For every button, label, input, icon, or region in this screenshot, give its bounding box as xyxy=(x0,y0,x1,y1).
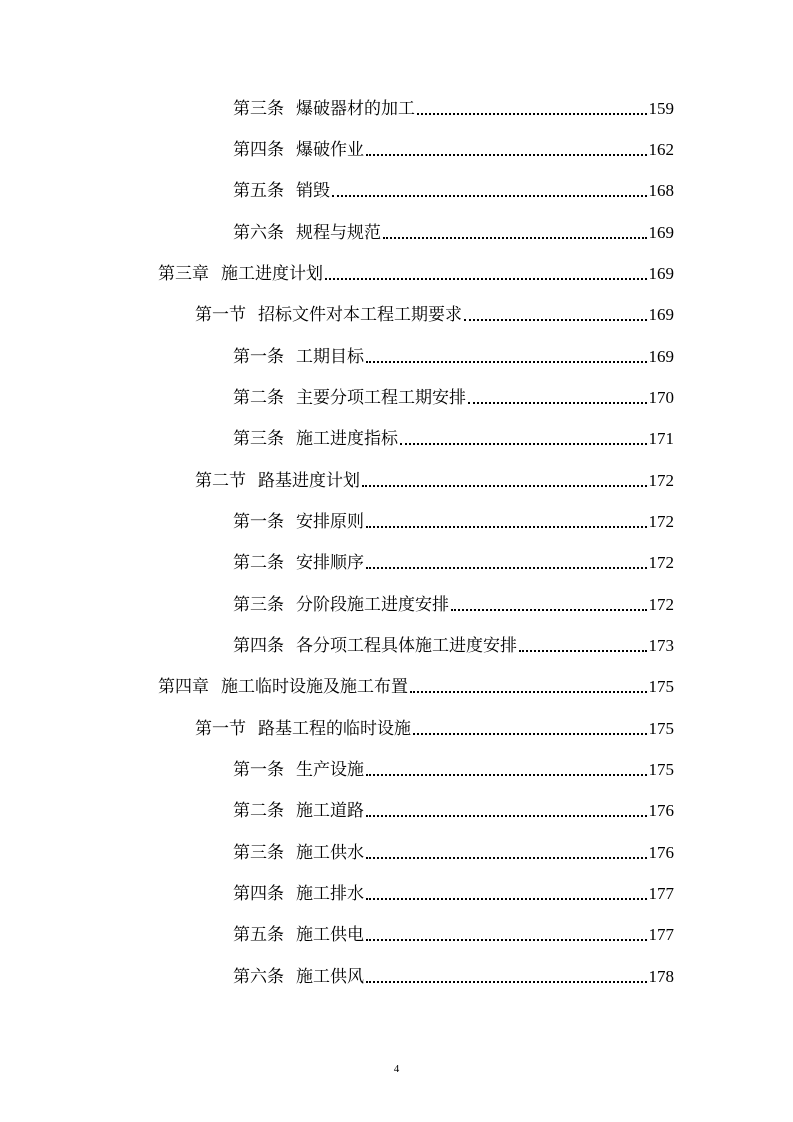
toc-entry-title: 规程与规范 xyxy=(296,223,381,243)
toc-entry[interactable] xyxy=(233,631,674,657)
toc-entry[interactable] xyxy=(233,548,674,574)
toc-entry-title: 施工临时设施及施工布置 xyxy=(221,677,408,697)
toc-entry-page: 168 xyxy=(648,181,674,200)
toc-entry[interactable] xyxy=(233,218,674,244)
toc-entry-page: 177 xyxy=(648,884,674,903)
toc-entry-page: 175 xyxy=(648,677,674,696)
toc-entry-title: 招标文件对本工程工期要求 xyxy=(258,305,462,325)
toc-entry-title: 主要分项工程工期安排 xyxy=(296,388,466,408)
toc-entry[interactable] xyxy=(233,796,674,822)
dot-leader xyxy=(519,650,647,652)
toc-entry-label: 第二节 xyxy=(195,471,246,491)
toc-entry-page: 177 xyxy=(648,925,674,944)
toc-entry-title: 施工进度计划 xyxy=(221,264,323,284)
toc-entry[interactable] xyxy=(233,424,674,450)
toc-entry-page: 176 xyxy=(648,843,674,862)
toc-entry-page: 178 xyxy=(648,967,674,986)
toc-entry-label: 第六条 xyxy=(233,223,284,243)
toc-entry[interactable] xyxy=(233,755,674,781)
toc-entry-label: 第三条 xyxy=(233,99,284,119)
toc-entry-label: 第二条 xyxy=(233,801,284,821)
toc-entry[interactable] xyxy=(195,466,674,492)
dot-leader xyxy=(400,443,647,445)
toc-entry-page: 175 xyxy=(648,719,674,738)
toc-entry-title: 生产设施 xyxy=(296,760,364,780)
toc-entry-title: 安排原则 xyxy=(296,512,364,532)
toc-entry-label: 第四章 xyxy=(158,677,209,697)
dot-leader xyxy=(366,898,647,900)
dot-leader xyxy=(366,361,647,363)
toc-entry[interactable] xyxy=(233,507,674,533)
toc-entry-title: 施工供水 xyxy=(296,843,364,863)
toc-entry-label: 第二条 xyxy=(233,553,284,573)
toc-entry-page: 176 xyxy=(648,801,674,820)
toc-entry[interactable] xyxy=(233,838,674,864)
toc-entry-label: 第五条 xyxy=(233,181,284,201)
toc-entry[interactable] xyxy=(195,300,674,326)
toc-entry-label: 第一节 xyxy=(195,305,246,325)
toc-entry-page: 159 xyxy=(648,99,674,118)
toc-entry-title: 工期目标 xyxy=(296,347,364,367)
toc-entry-label: 第一节 xyxy=(195,719,246,739)
toc-entry-title: 分阶段施工进度安排 xyxy=(296,595,449,615)
toc-entry[interactable] xyxy=(233,879,674,905)
toc-entry-page: 169 xyxy=(648,305,674,324)
dot-leader xyxy=(366,154,647,156)
toc-entry-label: 第四条 xyxy=(233,884,284,904)
toc-entry-label: 第四条 xyxy=(233,140,284,160)
toc-entry-page: 172 xyxy=(648,553,674,572)
toc-entry-title: 施工排水 xyxy=(296,884,364,904)
toc-entry-page: 162 xyxy=(648,140,674,159)
toc-entry-label: 第一条 xyxy=(233,512,284,532)
toc-entry[interactable] xyxy=(233,590,674,616)
toc-entry-title: 施工供电 xyxy=(296,925,364,945)
dot-leader xyxy=(366,567,647,569)
toc-entry-label: 第三条 xyxy=(233,429,284,449)
toc-entry-title: 路基工程的临时设施 xyxy=(258,719,411,739)
toc-entry-title: 各分项工程具体施工进度安排 xyxy=(296,636,517,656)
dot-leader xyxy=(468,402,647,404)
toc-entry-title: 施工进度指标 xyxy=(296,429,398,449)
toc-entry-label: 第三条 xyxy=(233,843,284,863)
dot-leader xyxy=(366,815,647,817)
toc-entry-page: 172 xyxy=(648,595,674,614)
dot-leader xyxy=(325,278,647,280)
toc-entry-page: 169 xyxy=(648,264,674,283)
toc-entry-label: 第一条 xyxy=(233,760,284,780)
toc-entry-page: 171 xyxy=(648,429,674,448)
toc-entry[interactable] xyxy=(233,383,674,409)
toc-entry-page: 170 xyxy=(648,388,674,407)
toc-entry[interactable] xyxy=(233,135,674,161)
toc-entry-label: 第三章 xyxy=(158,264,209,284)
toc-entry[interactable] xyxy=(158,259,674,285)
toc-entry-label: 第三条 xyxy=(233,595,284,615)
dot-leader xyxy=(366,939,647,941)
toc-entry-page: 169 xyxy=(648,347,674,366)
dot-leader xyxy=(366,857,647,859)
dot-leader xyxy=(417,113,647,115)
toc-entry-title: 安排顺序 xyxy=(296,553,364,573)
toc-entry-title: 爆破器材的加工 xyxy=(296,99,415,119)
dot-leader xyxy=(451,609,647,611)
toc-entry-title: 施工供风 xyxy=(296,967,364,987)
toc-entry[interactable] xyxy=(233,962,674,988)
dot-leader xyxy=(366,774,647,776)
toc-entry[interactable] xyxy=(195,714,674,740)
toc-entry-title: 施工道路 xyxy=(296,801,364,821)
dot-leader xyxy=(383,237,647,239)
dot-leader xyxy=(366,981,647,983)
dot-leader xyxy=(366,526,647,528)
dot-leader xyxy=(362,485,647,487)
toc-entry-page: 173 xyxy=(648,636,674,655)
dot-leader xyxy=(410,691,647,693)
toc-entry-page: 172 xyxy=(648,512,674,531)
toc-entry-label: 第一条 xyxy=(233,347,284,367)
toc-entry-title: 爆破作业 xyxy=(296,140,364,160)
page-number: 4 xyxy=(393,1063,400,1075)
toc-entry-page: 169 xyxy=(648,223,674,242)
toc-entry-label: 第二条 xyxy=(233,388,284,408)
toc-entry-label: 第四条 xyxy=(233,636,284,656)
toc-entry-label: 第六条 xyxy=(233,967,284,987)
toc-entry-label: 第五条 xyxy=(233,925,284,945)
toc-entry-title: 路基进度计划 xyxy=(258,471,360,491)
toc-entry[interactable] xyxy=(233,94,674,120)
toc-entry[interactable] xyxy=(158,672,674,698)
toc-entry-title: 销毁 xyxy=(296,181,330,201)
toc-entry[interactable] xyxy=(233,176,674,202)
dot-leader xyxy=(413,733,647,735)
dot-leader xyxy=(464,319,647,321)
toc-entry-page: 172 xyxy=(648,471,674,490)
toc-entry[interactable] xyxy=(233,342,674,368)
toc-entry-page: 175 xyxy=(648,760,674,779)
toc-entry[interactable] xyxy=(233,920,674,946)
dot-leader xyxy=(332,195,647,197)
